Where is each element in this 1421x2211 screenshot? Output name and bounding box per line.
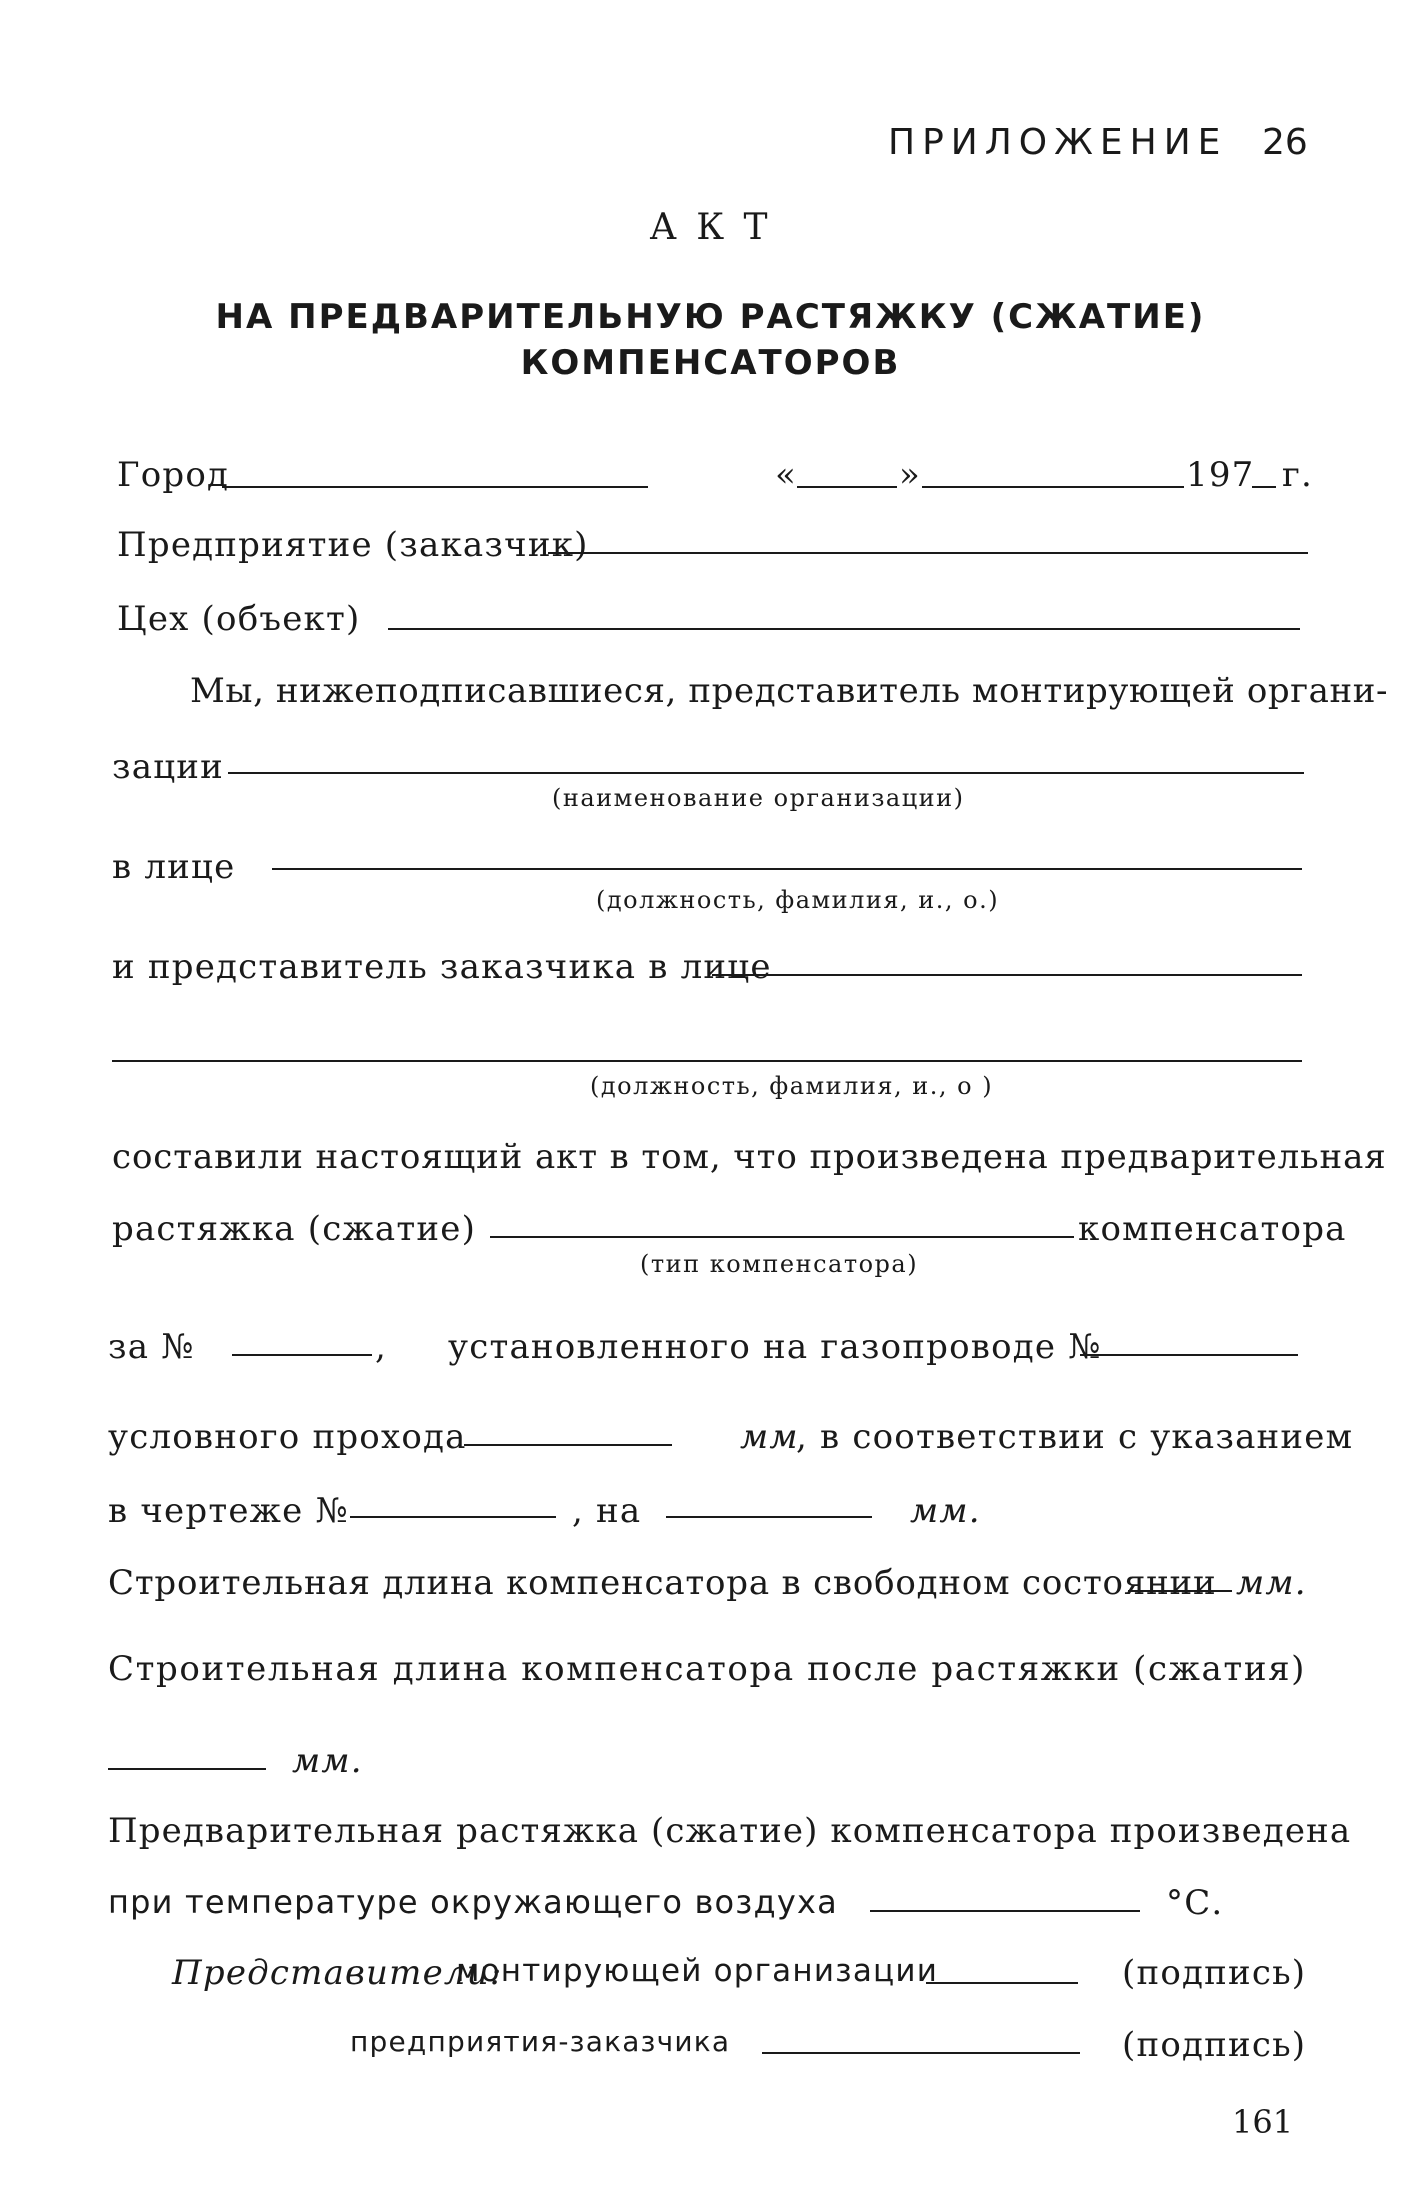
intro-text-line1: Мы, нижеподписавшиеся, представитель монтирующей органи- [190, 671, 1389, 711]
city-field[interactable] [222, 486, 648, 488]
enterprise-label: Предприятие (заказчик) [117, 525, 589, 565]
caption-position-2: (должность, фамилия, и., о ) [590, 1072, 994, 1100]
date-day-field[interactable] [797, 486, 897, 488]
after-length-field[interactable] [108, 1768, 266, 1770]
appendix-number: 26 [1262, 122, 1308, 163]
document-title-word: А К Т [649, 207, 772, 248]
mm-unit-2: мм. [910, 1491, 981, 1531]
organization-field[interactable] [228, 772, 1304, 774]
number-label: за № [108, 1327, 195, 1367]
free-length-field[interactable] [1128, 1590, 1232, 1592]
shop-label: Цех (объект) [117, 599, 361, 639]
customer-rep-field-continued[interactable] [112, 1060, 1302, 1062]
customer-enterprise-label: предприятия-заказчика [350, 2025, 731, 2058]
city-label: Город [117, 455, 230, 495]
nominal-passage-label: условного прохода [108, 1417, 467, 1457]
document-title-line1: НА ПРЕДВАРИТЕЛЬНУЮ РАСТЯЖКУ (СЖАТИЕ) [215, 297, 1206, 337]
customer-signature-caption: (подпись) [1122, 2025, 1307, 2065]
shop-field[interactable] [388, 628, 1300, 630]
mm-unit-4: мм. [292, 1741, 363, 1781]
compensator-number-field[interactable] [232, 1354, 372, 1356]
caption-position-1: (должность, фамилия, и., о.) [596, 886, 1000, 914]
year-prefix: 197 [1186, 455, 1255, 495]
mounting-signature-field[interactable] [926, 1982, 1078, 1984]
customer-rep-label: и представитель заказчика в лице [112, 947, 772, 987]
compensator-type-field[interactable] [490, 1236, 1074, 1238]
mounting-signature-caption: (подпись) [1122, 1953, 1307, 1993]
degree-unit: °С. [1166, 1883, 1224, 1923]
enterprise-field[interactable] [548, 552, 1308, 554]
temperature-label: при температуре окружающего воздуха [108, 1883, 838, 1921]
nominal-passage-field[interactable] [464, 1444, 672, 1446]
pipeline-number-field[interactable] [1080, 1354, 1298, 1356]
date-quote-close: » [899, 455, 922, 495]
caption-organization: (наименование организации) [552, 784, 965, 812]
stretch-label: растяжка (сжатие) [112, 1209, 477, 1249]
temperature-field[interactable] [870, 1910, 1140, 1912]
mm-unit-3: мм. [1236, 1563, 1307, 1603]
in-person-label: в лице [112, 847, 236, 887]
representatives-label: Представители: [172, 1953, 503, 1993]
caption-compensator-type: (тип компенсатора) [640, 1250, 919, 1278]
page-number: 161 [1232, 2103, 1294, 2141]
mounting-org-label: монтирующей организации [456, 1953, 939, 1989]
free-length-label: Строительная длина компенсатора в свободном состоянии [108, 1563, 1217, 1603]
document-title-line2: КОМПЕНСАТОРОВ [520, 343, 901, 383]
number-comma: , [375, 1327, 388, 1367]
performed-text: Предварительная растяжка (сжатие) компенсатора произведена [108, 1811, 1352, 1851]
installed-label: установленного на газопроводе № [448, 1327, 1102, 1367]
position-field-1[interactable] [272, 868, 1302, 870]
year-field[interactable] [1252, 486, 1276, 488]
drawing-label: в чертеже № [108, 1491, 349, 1531]
mm-unit-1: мм [740, 1417, 799, 1457]
drawing-value-field[interactable] [666, 1516, 872, 1518]
intro-text-line2: зации [112, 747, 225, 787]
date-month-field[interactable] [922, 486, 1184, 488]
accordance-text: , в соответствии с указанием [796, 1417, 1354, 1457]
customer-rep-field[interactable] [712, 974, 1302, 976]
date-quote-open: « [775, 455, 798, 495]
appendix-label: ПРИЛОЖЕНИЕ [888, 122, 1228, 163]
compensator-word: компенсатора [1078, 1209, 1347, 1249]
year-suffix: г. [1282, 455, 1314, 495]
after-length-label: Строительная длина компенсатора после растяжки (сжатия) [108, 1649, 1306, 1689]
customer-signature-field[interactable] [762, 2052, 1080, 2054]
on-label: , на [572, 1491, 642, 1531]
drawing-number-field[interactable] [350, 1516, 556, 1518]
composed-text: составили настоящий акт в том, что произведена предварительная [112, 1137, 1387, 1177]
